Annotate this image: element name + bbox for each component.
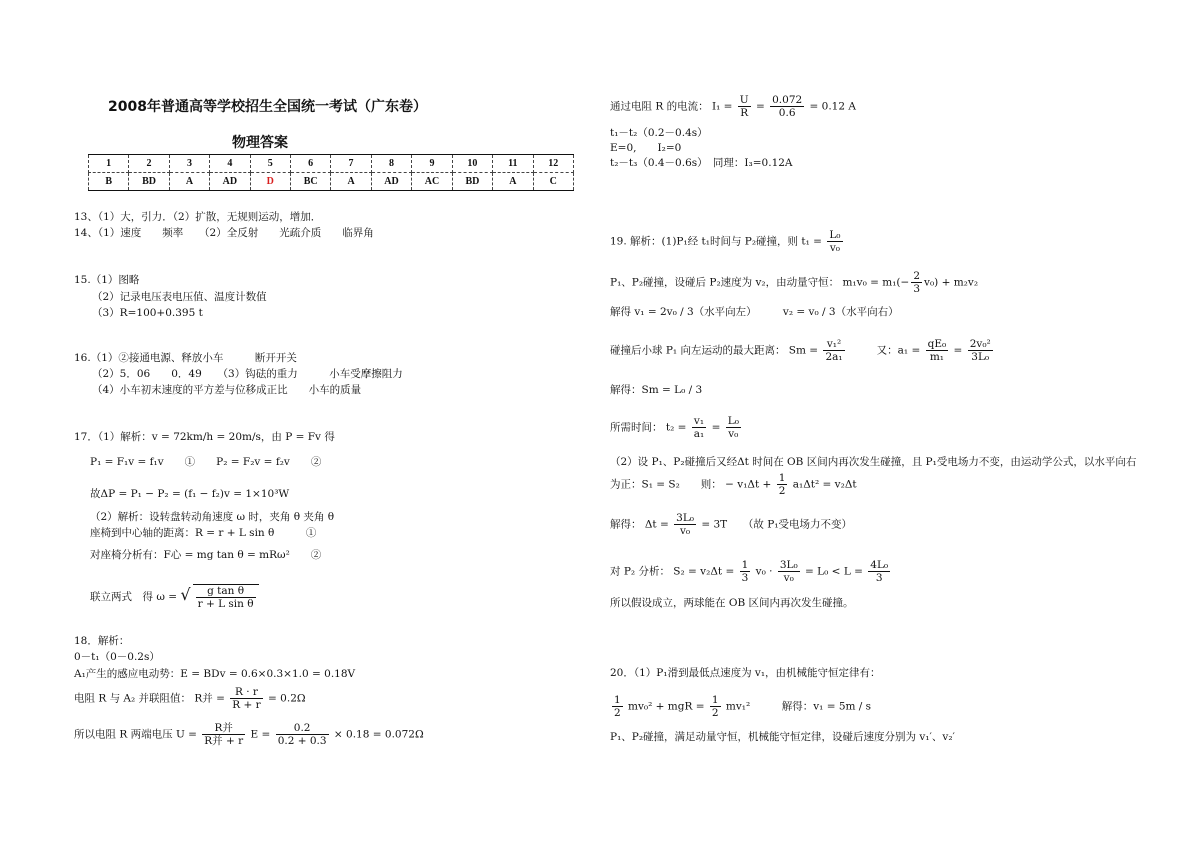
answer-q13: 13、（1）大，引力．（2）扩散，无规则运动，增加． (74, 211, 322, 223)
formula-rhs: a₁Δt² = v₂Δt (792, 478, 857, 491)
fraction (738, 94, 751, 119)
answer-cell: BC (290, 173, 330, 191)
answer-q19-line7: （2）设 P₁、P₂碰撞后又经Δt 时间在 OB 区间内再次发生碰撞，且 P₁受电场力不变，由运动学公式，以水平向右 (610, 456, 1137, 468)
formula-lhs: m₁v₀ = m₁(− (842, 276, 910, 289)
formula-lhs: R并 = (194, 692, 225, 705)
answer-q18-line4 (74, 686, 306, 711)
answer-cell: A (331, 173, 371, 191)
formula-lhs: − v₁Δt + (725, 478, 772, 491)
formula-rhs: = 3T （故 P₁受电场力不变） (701, 518, 853, 531)
answer-q18-line3: A₁产生的感应电动势：E = BDv = 0.6×0.3×1.0 = 0.18V (74, 668, 356, 680)
formula-lhs: t₁ = (801, 235, 822, 248)
fraction-numerator: v₁ (692, 415, 706, 428)
fraction-numerator: L₀ (727, 415, 739, 427)
fraction (911, 270, 922, 295)
answer-q18-line5 (74, 722, 424, 747)
formula-label: 对 P₂ 分析： (610, 565, 670, 578)
formula-lhs: ω = (156, 591, 178, 603)
question-number-cell: 9 (412, 155, 452, 173)
answer-cell: BD (129, 173, 169, 191)
fraction (710, 694, 721, 719)
answer-q19-line9 (610, 512, 852, 537)
question-number-cell: 10 (452, 155, 492, 173)
formula-rhs: = 0.12 A (809, 100, 856, 113)
fraction (674, 512, 696, 537)
answer-q15-line2: （2）记录电压表电压值、温度计数值 (92, 291, 267, 303)
answer-q18-interval3: t₂－t₃（0.4－0.6s） 同理：I₃=0.12A (610, 157, 793, 169)
fraction-denominator: R + r (232, 699, 261, 711)
formula-label: 所以电阻 R 两端电压 (74, 728, 173, 741)
fraction-numerator: 3L₀ (779, 559, 798, 571)
formula-lhs: t₂ = (665, 421, 687, 434)
answer-q14: 14、（1）速度 频率 （2）全反射 光疏介质 临界角 (74, 227, 374, 239)
fraction-denominator: v₀ (829, 242, 840, 254)
question-number-cell: 2 (129, 155, 169, 173)
answer-cell: A (493, 173, 533, 191)
answer-cell: AD (371, 173, 411, 191)
fraction (778, 559, 800, 584)
answer-q19-line8 (610, 472, 857, 497)
fraction-numerator: 0.072 (772, 94, 803, 106)
answer-q17-line6: 对座椅分析有：F心 = mg tan θ = mRω² ② (90, 549, 322, 561)
formula-rhs: = L₀ < L = (805, 565, 863, 578)
page-title: 2008年普通高等学校招生全国统一考试（广东卷） (108, 99, 427, 115)
answer-q18-line2: 0－t₁（0－0.2s） (74, 651, 160, 663)
formula-lhs: S₂ = v₂Δt = (673, 565, 735, 578)
fraction-denominator: r + L sin θ (197, 598, 254, 610)
answer-q19-line3: 解得 v₁ = 2v₀ / 3（水平向左） v₂ = v₀ / 3（水平向右） (610, 306, 899, 318)
question-number-cell: 4 (210, 155, 250, 173)
formula-lhs: I₁ = (711, 100, 733, 113)
formula-lhs: Sm = (788, 344, 819, 357)
answer-q15-line3: （3）R=100+0.395 t (92, 307, 203, 319)
answer-q17-line7 (90, 584, 261, 610)
answer-q18-current: 通过电阻 R 的电流： I₁ = $\frac{U}{R}$ = $\frac{0.072}{0.6}$ = 0.12 A (610, 94, 856, 119)
question-number-cell: 12 (533, 155, 573, 173)
answer-q19-line6: 所需时间： t₂ = $\frac{\text{v₁}}{\text{a₁}}$ = $\frac{\text{L₀}}{\text{v₀}}$ (610, 415, 739, 440)
question-number-cell: 3 (169, 155, 209, 173)
fraction-numerator: 0.2 (276, 722, 329, 735)
question-number-cell: 5 (250, 155, 290, 173)
answer-q20-line2 (610, 694, 871, 719)
formula-label: 通过电阻 R 的电流： (610, 100, 709, 113)
formula-rhs: = 0.2Ω (268, 692, 306, 705)
formula-label: P₁、P₂碰撞，设碰后 P₂速度为 v₂，由动量守恒： (610, 276, 840, 289)
formula-rhs: × 0.18 = 0.072Ω (333, 728, 424, 741)
fraction-denominator: 2 (711, 707, 719, 719)
formula-label: 电阻 R 与 A₂ 并联阻值： (74, 692, 192, 705)
fraction (827, 229, 842, 254)
fraction (926, 338, 949, 363)
fraction (968, 338, 993, 363)
fraction-numerator: 1 (711, 694, 719, 706)
question-number-cell: 8 (371, 155, 411, 173)
answer-q19-line1 (610, 229, 845, 254)
answer-cell-highlighted: D (250, 173, 290, 191)
fraction (777, 472, 788, 497)
fraction (276, 722, 329, 747)
answer-cell: B (89, 173, 129, 191)
question-number-cell: 6 (290, 155, 330, 173)
answer-q18-interval2: t₁－t₂（0.2－0.4s） (610, 127, 708, 139)
answer-q17-line3: 故ΔP = P₁ − P₂ = (f₁ − f₂)v = 1×10³W (90, 488, 290, 500)
answer-q19-line2 (610, 270, 978, 295)
answer-cell: C (533, 173, 573, 191)
answer-q16-line3: （4）小车初末速度的平方差与位移成正比 小车的质量 (92, 384, 362, 396)
fraction-denominator: v₀ (783, 572, 794, 584)
fraction-denominator: m₁ (929, 351, 944, 363)
answer-q19-line10 (610, 559, 892, 584)
fraction-denominator: 0.6 (778, 107, 796, 119)
answer-q15-line1: 15.（1）图略 (74, 274, 140, 286)
answer-cell: A (169, 173, 209, 191)
answer-cell: AC (412, 173, 452, 191)
fraction (612, 694, 623, 719)
fraction-numerator: 1 (778, 472, 786, 484)
fraction-denominator: 2a₁ (825, 351, 843, 363)
fraction (868, 559, 890, 584)
formula-label: 19. 解析：(1)P₁经 t₁时间与 P₂碰撞，则 (610, 235, 799, 248)
answer-q16-line1: 16.（1）②接通电源、释放小车 断开开关 (74, 352, 297, 364)
fraction-numerator: v₁² (823, 338, 844, 351)
formula-label: 所需时间： (610, 421, 663, 434)
fraction-denominator: v₀ (680, 525, 691, 537)
answer-cell: AD (210, 173, 250, 191)
formula-label: 为正：S₁ = S₂ 则： (610, 478, 722, 491)
answer-table-number-row (89, 155, 574, 173)
answer-table (88, 154, 574, 191)
formula-label: 联立两式 得 (90, 591, 153, 603)
fraction-numerator: 1 (741, 559, 749, 571)
fraction-denominator: R (740, 107, 749, 119)
formula-mid: 又：a₁ = (876, 344, 921, 357)
fraction (770, 94, 804, 119)
sqrt-fraction (193, 584, 259, 610)
answer-q19-line4 (610, 338, 995, 363)
page-subtitle: 物理答案 (232, 135, 288, 151)
fraction-numerator: U (739, 94, 749, 106)
answer-q17-line1: 17．（1）解析：v = 72km/h = 20m/s，由 P = Fv 得 (74, 431, 335, 443)
formula-lhs: Δt = (644, 518, 669, 531)
fraction-denominator: 3 (741, 572, 749, 584)
answer-q20-line3: P₁、P₂碰撞，满足动量守恒，机械能守恒定律，设碰后速度分别为 v₁′、v₂′ (610, 731, 955, 743)
formula-rhs: v₀) + m₂v₂ (924, 276, 979, 289)
formula-lhs: U = (175, 728, 197, 741)
formula-rhs: mv₁² 解得：v₁ = 5m / s (725, 700, 872, 713)
fraction-denominator: 2 (614, 707, 621, 719)
formula-eq: = (953, 344, 963, 357)
answer-q20-line1: 20．（1）P₁滑到最低点速度为 v₁，由机械能守恒定律有： (610, 667, 881, 679)
answer-q17-line2: P₁ = F₁v = f₁v ① P₂ = F₂v = f₂v ② (90, 456, 322, 468)
question-number-cell: 7 (331, 155, 371, 173)
formula-label: 碰撞后小球 P₁ 向左运动的最大距离： (610, 344, 786, 357)
fraction-denominator: R并 + r (204, 735, 244, 747)
answer-q19-line11: 所以假设成立，两球能在 OB 区间内再次发生碰撞。 (610, 597, 854, 609)
answer-q16-line2: （2）5．06 0．49 （3）钩砝的重力 小车受摩擦阻力 (92, 368, 403, 380)
fraction-numerator: R · r (230, 686, 262, 699)
fraction-numerator: 4L₀ (870, 559, 889, 571)
fraction-numerator: R并 (202, 722, 245, 735)
answer-q19-line5: 解得：Sm = L₀ / 3 (610, 384, 703, 396)
fraction (823, 338, 844, 363)
fraction-denominator: 3 (913, 283, 921, 295)
fraction-numerator: 3L₀ (676, 512, 695, 524)
formula-mid: v₀ · (755, 565, 773, 578)
fraction-numerator: 2 (913, 270, 921, 282)
formula-mid: mv₀² + mgR = (628, 700, 705, 713)
fraction-denominator: v₀ (728, 428, 739, 440)
fraction-numerator: 1 (614, 694, 621, 706)
fraction-denominator: 3L₀ (971, 351, 990, 363)
answer-cell: BD (452, 173, 492, 191)
answer-q18-line1: 18．解析： (74, 635, 130, 647)
question-number-cell: 1 (89, 155, 129, 173)
answer-q17-line4: （2）解析：设转盘转动角速度 ω 时，夹角 θ 夹角 θ (90, 511, 335, 523)
fraction (202, 722, 245, 747)
fraction (692, 415, 706, 440)
answer-q18-e-zero: E=0, I₂=0 (610, 142, 682, 154)
fraction (726, 415, 741, 440)
answer-table-answer-row (89, 173, 574, 191)
fraction-denominator: 3 (875, 572, 883, 584)
formula-label: 解得： (610, 518, 642, 531)
question-number-cell: 11 (493, 155, 533, 173)
answer-q17-line5: 座椅到中心轴的距离：R = r + L sin θ ① (90, 527, 317, 539)
fraction (230, 686, 262, 711)
fraction-denominator: 0.2 + 0.3 (277, 735, 327, 747)
sqrt-icon: √ (180, 585, 191, 604)
fraction-numerator: L₀ (829, 229, 841, 241)
formula-mid: E = (250, 728, 271, 741)
fraction-numerator: 2v₀² (969, 338, 991, 350)
fraction-numerator: qE₀ (927, 338, 947, 350)
fraction-denominator: 2 (778, 485, 786, 497)
fraction (740, 559, 751, 584)
fraction-denominator: a₁ (693, 428, 705, 440)
fraction-numerator: g tan θ (196, 585, 256, 598)
